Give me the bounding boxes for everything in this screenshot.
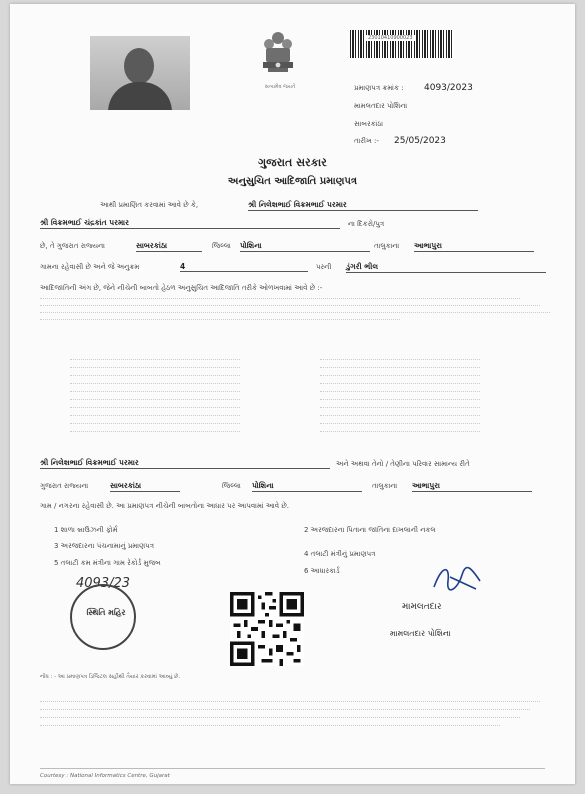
footer-divider bbox=[40, 768, 545, 769]
legal-references bbox=[40, 294, 560, 320]
schedule-prefix: ગામના રહેવાસી છે અને જે અનુક્રમ bbox=[40, 263, 140, 271]
certificate-title: અનુસુચિત આદિજાતિ પ્રમાણપત્ર bbox=[227, 176, 358, 187]
village-label: તાલુકાના bbox=[374, 242, 400, 250]
certificate-number: 4093/2023 bbox=[424, 83, 473, 93]
office-line-1: મામલતદાર પોશિના bbox=[354, 102, 408, 110]
applicant-name: શ્રી નિલેશભાઈ વિક્રમભાઈ પરમાર bbox=[248, 200, 478, 211]
state-prefix: છે, તે ગુજરાત રાજ્યના bbox=[40, 242, 105, 250]
footer-note-1: નોંધ : - આ પ્રમાણપત્ર ડિજિટલ સહીથી તૈયાર કરવામાં આવ્યું છે. bbox=[40, 674, 181, 680]
government-title: ગુજરાત સરકાર bbox=[258, 156, 327, 169]
document-5: 5 તલાટી કમ મંત્રીના ગામ રેકોર્ડ મુજબ bbox=[54, 559, 161, 567]
certificate-number-label: પ્રમાણપત્ર ક્રમાંક : bbox=[354, 84, 404, 92]
seal-text: સ્થિતિ મહિર bbox=[86, 608, 126, 617]
handwritten-number: 4093/23 bbox=[76, 576, 131, 591]
family-suffix: અને અથવા તેનો / તેણીના પરિવાર સામાન્ય રીતે bbox=[336, 460, 470, 468]
national-emblem-icon bbox=[258, 28, 298, 88]
family-taluka-label: જિલ્લા bbox=[222, 482, 241, 490]
applicant-photo bbox=[90, 36, 190, 110]
document-1: 1 શાળા બ્રાઉઝની ફોર્મ bbox=[54, 526, 118, 534]
office-line-2: સાબરકાંઠા bbox=[354, 120, 384, 128]
taluka-value: પોશિના bbox=[240, 241, 370, 252]
tribe-label: પરની bbox=[316, 263, 332, 271]
officer-office: મામલતદાર પોશિના bbox=[390, 629, 451, 638]
taluka-label: જિલ્લા bbox=[212, 242, 231, 250]
tribe-value: ડુંગરી ભીલ bbox=[346, 262, 546, 273]
family-village-label: તાલુકાના bbox=[372, 482, 398, 490]
family-village: આભાપુરા bbox=[412, 481, 532, 492]
footer-note-2 bbox=[40, 694, 545, 726]
emblem-caption: સત્યમેવ જયતે bbox=[264, 84, 296, 90]
relation-label: ના દિકરો/પુત્ર bbox=[348, 220, 385, 228]
document-3: 3 અરજદારના પંચનામાનું પ્રમાણપત્ર bbox=[54, 542, 155, 550]
document-6: 6 આધારકાર્ડ bbox=[304, 567, 340, 575]
officer-title: મામલતદાર bbox=[402, 602, 442, 612]
document-2: 2 અરજદારના પિતાના જાતિના દાખલાની નકલ bbox=[304, 526, 436, 534]
village-value: આભાપુરા bbox=[414, 241, 534, 252]
qr-code bbox=[230, 592, 304, 666]
parent-name: શ્રી વિક્રમભાઈ ચંદ્રકાંત પરમાર bbox=[40, 218, 340, 229]
certificate-page bbox=[10, 4, 575, 784]
barcode-number: 23010410900023 bbox=[368, 35, 413, 41]
intro-text: આથી પ્રમાણિત કરવામાં આવે છે કે, bbox=[100, 201, 199, 209]
officer-signature-icon bbox=[428, 559, 488, 595]
family-closing: ગામ / નગરના રહેવાસી છે. આ પ્રમાણપત્ર નીચેની બાબતોના આધાર પર આપવામાં આવે છે. bbox=[40, 502, 289, 510]
document-4: 4 તલાટી મંત્રીનું પ્રમાણપત્ર bbox=[304, 550, 376, 558]
schedule-number: 4 bbox=[180, 262, 308, 272]
date-label: તારીખ :- bbox=[354, 137, 379, 145]
tribe-intro: આદિજાતિની અંગ છે, જેને નીચેની બાબતો હેઠળ અનુસુચિત આદિજાતિ તરીકે ઓળખવામાં આવે છે :- bbox=[40, 284, 323, 292]
family-district: સાબરકાંઠા bbox=[110, 481, 180, 492]
reference-list-right bbox=[320, 352, 480, 432]
reference-list-left bbox=[70, 352, 240, 432]
district-value: સાબરકાંઠા bbox=[136, 241, 202, 252]
issue-date: 25/05/2023 bbox=[394, 136, 446, 146]
courtesy-text: Courtesy : National Informatics Centre, Gujarat bbox=[40, 773, 170, 779]
family-name: શ્રી નિલેશભાઈ વિક્રમભાઈ પરમાર bbox=[40, 458, 330, 469]
family-taluka: પોશિના bbox=[252, 481, 362, 492]
family-state-prefix: ગુજરાત રાજ્યના bbox=[40, 482, 89, 490]
